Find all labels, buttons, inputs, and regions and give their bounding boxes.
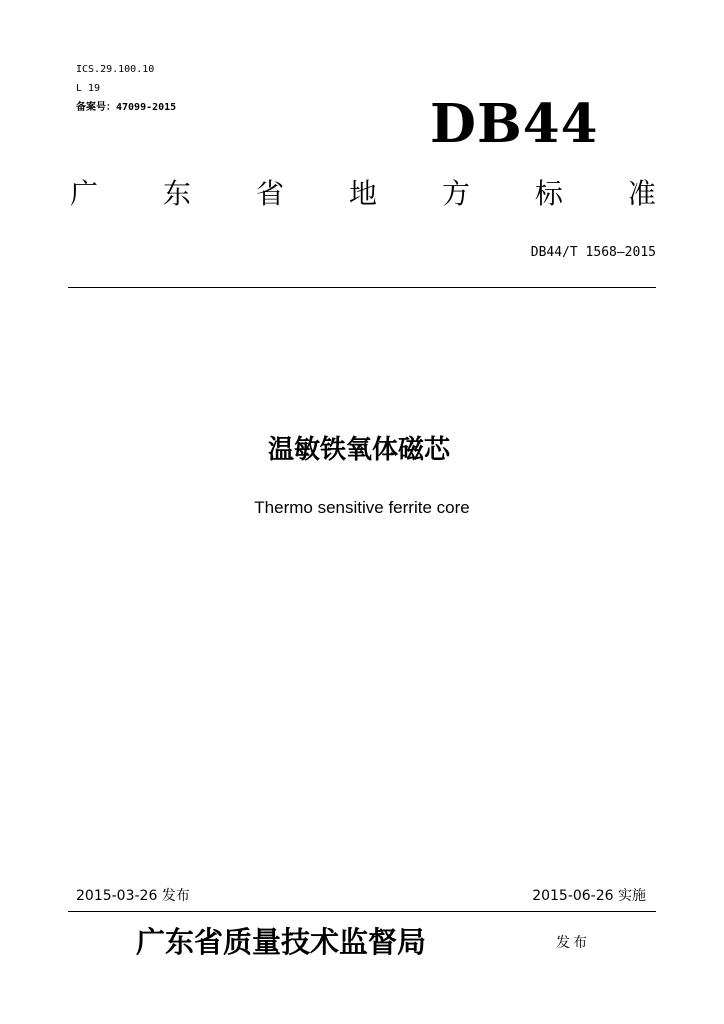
- standard-type-title: [70, 176, 656, 212]
- record-number: 备案号：47099-2015: [76, 102, 177, 113]
- top-divider: [68, 287, 656, 288]
- effective-date: 2015-06-26 实施: [532, 888, 646, 904]
- standard-type-char: 省: [255, 177, 284, 210]
- ics-code: ICS.29.100.10: [76, 64, 155, 75]
- standard-type-char: 准: [627, 177, 656, 210]
- issue-date: 2015-03-26 发布: [76, 888, 190, 904]
- standard-type-char: 地: [348, 177, 377, 210]
- issuer-name: 广东省质量技术监督局: [136, 925, 427, 959]
- bottom-divider: [68, 911, 656, 912]
- document-title-chinese: 温敏铁氧体磁芯: [267, 435, 450, 465]
- ccs-code: L 19: [76, 83, 101, 94]
- document-title-english: Thermo sensitive ferrite core: [254, 498, 470, 517]
- standard-code-logo: DB44: [430, 93, 599, 155]
- standard-number: DB44/T 1568—2015: [530, 245, 656, 260]
- issuer-suffix: 发布: [556, 935, 590, 951]
- standard-type-char: 标: [534, 177, 563, 210]
- standard-type-char: 广: [70, 177, 99, 210]
- standard-type-char: 东: [162, 177, 191, 210]
- standard-type-char: 方: [441, 177, 470, 210]
